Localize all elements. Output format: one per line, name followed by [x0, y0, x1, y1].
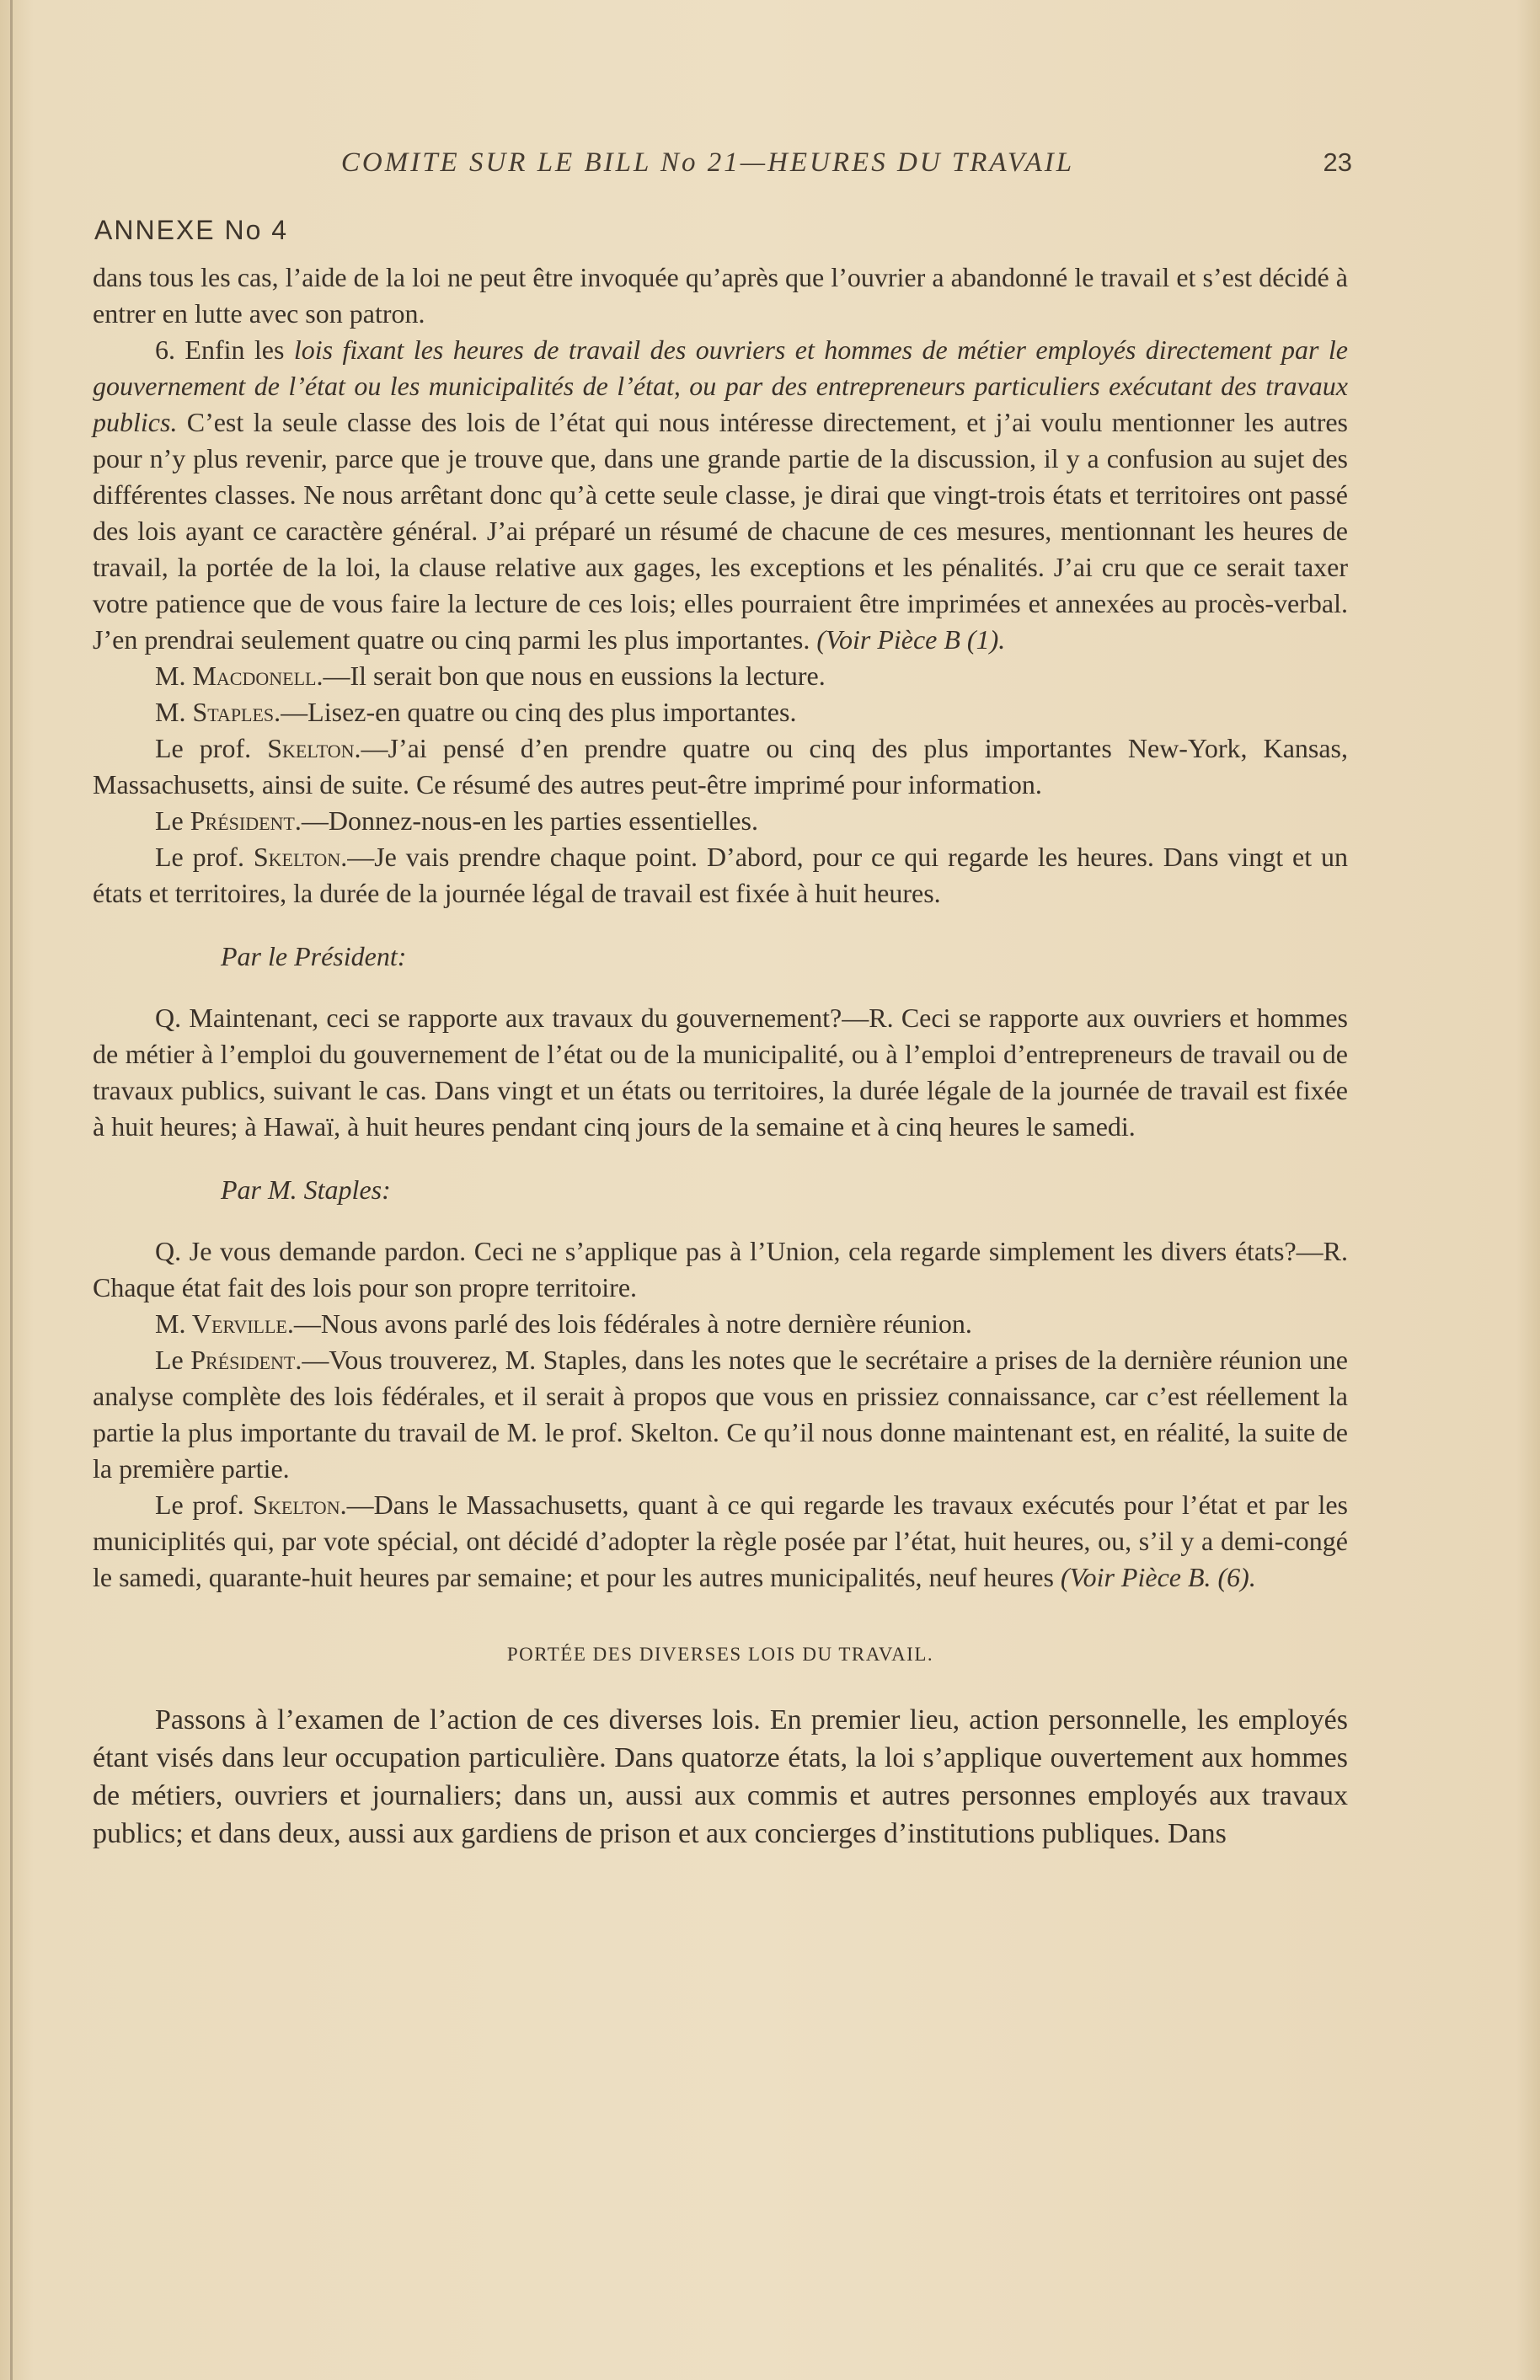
speaker-name: Président.	[190, 1345, 302, 1375]
speaker-prefix: Le	[155, 1345, 191, 1375]
page-number: 23	[1323, 147, 1352, 177]
speech-text: —J’ai pensé d’en prendre quatre ou cinq des plus importantes New-York, Kansas, Massachusetts, ainsi de suite. Ce résumé des autres peut-être imprimé pour information.	[93, 733, 1349, 800]
section-title: PORTÉE DES DIVERSES LOIS DU TRAVAIL.	[506, 1644, 934, 1665]
speaker-name: Skelton.	[253, 842, 348, 872]
speaker-name: Skelton.	[267, 733, 361, 763]
speaker-name: M. Macdonell.	[155, 661, 324, 691]
speech-skelton-3	[93, 1487, 1348, 1596]
speaker-name: Skelton.	[253, 1490, 347, 1520]
questioner-heading: Par M. Staples:	[221, 1174, 391, 1205]
speech-skelton-1	[93, 730, 1348, 803]
section-paragraph: Passons à l’examen de l’action de ces diverses lois. En premier lieu, action personnelle, les employés étant visés dans leur occupation particulière. Dans quatorze états, la loi s’applique ouvertement aux hommes de métiers, ouvriers et journaliers; dans un, aussi aux commis et autres personnes employés aux travaux publics; et dans deux, aussi aux gardiens de prison et aux concierges d’institutions publiques. Dans	[93, 1704, 1348, 1849]
binding-edge	[10, 0, 13, 2380]
speaker-prefix: Le prof.	[155, 733, 268, 763]
speech-verville	[93, 1306, 1348, 1342]
questioner-heading: Par le Président:	[221, 941, 407, 971]
speech-text: —Dans le Massachusetts, quant à ce qui regarde les travaux exécutés pour l’état et par les municiplités qui, par vote spécial, ont décidé d’adopter la règle posée par l’état, huit heures, ou, s’il y a demi-congé le samedi, quarante-huit heures par semaine; et pour les autres municipalités, neuf heures	[93, 1490, 1349, 1592]
annex-label: ANNEXE No 4	[94, 215, 289, 245]
speech-president-1	[93, 803, 1348, 839]
speaker-name: Président.	[190, 805, 302, 836]
paragraph-2-lead: 6. Enfin les	[155, 334, 294, 365]
paragraph-2-text: C’est la seule classe des lois de l’état qui nous intéresse directement, et j’ai voulu mentionner les autres pour n’y plus revenir, parce que je trouve que, dans une grande partie de la discussion, il y a confusion au sujet des différentes classes. Ne nous arrêtant donc qu’à cette seule classe, je dirai que vingt-trois états et territoires ont passé des lois ayant ce caractère général. J’ai préparé un résumé de chacune de ces mesures, mentionnant les heures de travail, la portée de la loi, la clause relative aux gages, les exceptions et les pénalités. J’ai cru que ce serait taxer votre patience que de vous faire la lecture de ces lois; elles pourraient être imprimées et annexées au procès-verbal. J’en prendrai seulement quatre ou cinq parmi les plus importantes.	[93, 407, 1348, 655]
speaker-name: M. Verville.	[155, 1308, 294, 1339]
exhibit-reference: (Voir Pièce B. (6).	[1060, 1562, 1256, 1592]
speech-president-2	[93, 1342, 1348, 1487]
question-answer-1: Q. Maintenant, ceci se rapporte aux travaux du gouvernement?—R. Ceci se rapporte aux ouvriers et hommes de métier à l’emploi du gouvernement de l’état ou de la municipalité, ou à l’emploi d’entrepreneurs de travail ou de travaux publics, suivant le cas. Dans vingt et un états ou territoires, la durée légale de la journée de travail est fixée à huit heures; à Hawaï, à huit heures pendant cinq jours de la semaine et à cinq heures le samedi.	[93, 1003, 1348, 1142]
speech-macdonell	[93, 658, 1348, 694]
speaker-prefix: Le prof.	[155, 842, 254, 872]
speech-skelton-2	[93, 839, 1348, 912]
speech-text: —Donnez-nous-en les parties essentielles.	[301, 805, 758, 836]
exhibit-reference: (Voir Pièce B (1).	[816, 624, 1006, 655]
speech-text: —Lisez-en quatre ou cinq des plus importantes.	[281, 697, 797, 727]
running-head: COMITE SUR LE BILL No 21—HEURES DU TRAVAIL	[340, 147, 1075, 178]
speech-text: —Vous trouverez, M. Staples, dans les notes que le secrétaire a prises de la dernière réunion une analyse complète des lois fédérales, et il serait à propos que vous en prissiez connaissance, car c’est réellement la partie la plus importante du travail de M. le prof. Skelton. Ce qu’il nous donne maintenant est, en réalité, la suite de la première partie.	[93, 1345, 1349, 1484]
speech-text: —Je vais prendre chaque point. D’abord, pour ce qui regarde les heures. Dans vingt et un états et territoires, la durée de la journée légal de travail est fixée à huit heures.	[93, 842, 1349, 908]
paragraph-1: dans tous les cas, l’aide de la loi ne peut être invoquée qu’après que l’ouvrier a abandonné le travail et s’est décidé à entrer en lutte avec son patron.	[93, 262, 1348, 329]
speech-text: —Il serait bon que nous en eussions la lecture.	[323, 661, 826, 691]
speaker-name: M. Staples.	[155, 697, 281, 727]
speaker-prefix: Le	[155, 805, 190, 836]
speaker-prefix: Le prof.	[155, 1490, 254, 1520]
speech-text: —Nous avons parlé des lois fédérales à notre dernière réunion.	[293, 1308, 972, 1339]
page-body	[93, 259, 1348, 1853]
paragraph-2-italic: lois fixant les heures de travail des ouvriers et hommes de métier employés directement par le gouvernement de l’état ou les municipalités de l’état, ou par des entrepreneurs particuliers exécutant des travaux publics.	[93, 334, 1349, 437]
speech-staples	[93, 694, 1348, 730]
question-answer-2: Q. Je vous demande pardon. Ceci ne s’applique pas à l’Union, cela regarde simplement les divers états?—R. Chaque état fait des lois pour son propre territoire.	[93, 1236, 1348, 1302]
paragraph-2	[93, 332, 1348, 658]
